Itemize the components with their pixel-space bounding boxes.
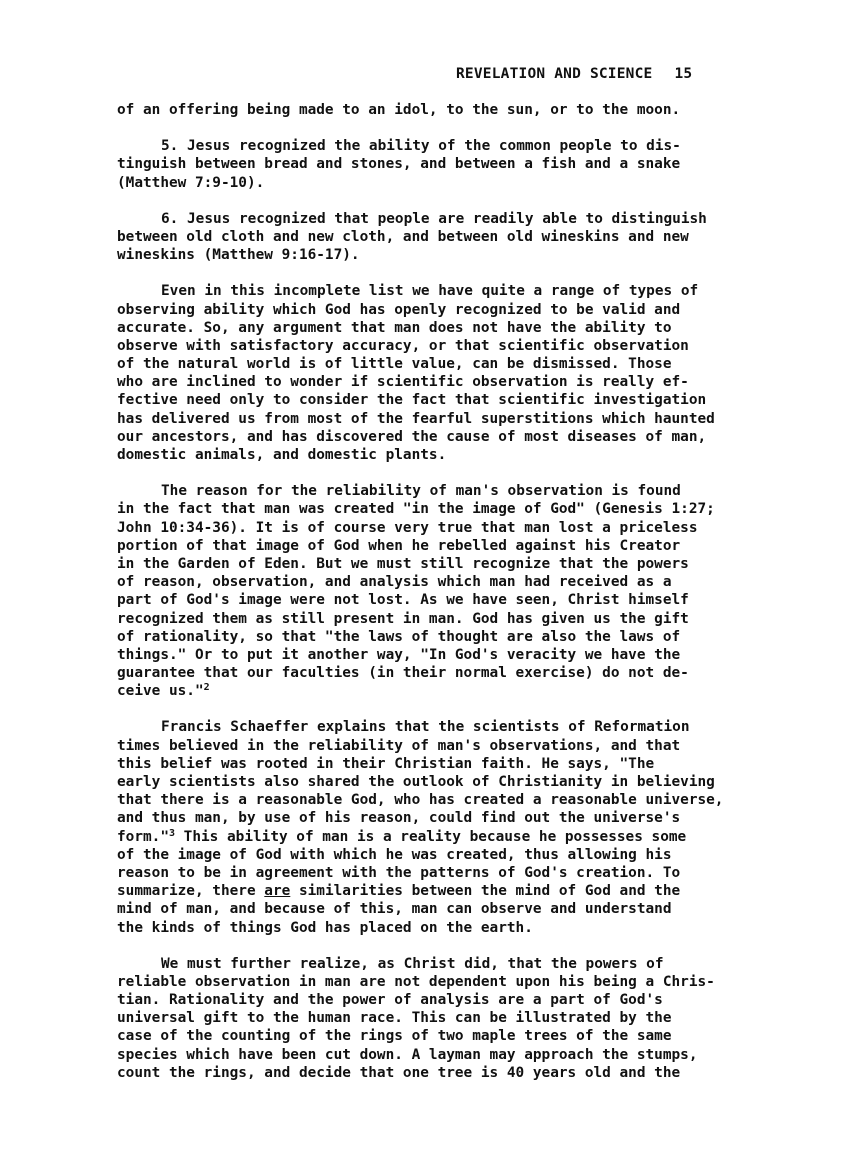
running-header [456,66,692,82]
text-line: 5. Jesus recognized the ability of the common people to dis- [161,138,681,155]
page-number: 15 [674,66,693,82]
text-line: 6. Jesus recognized that people are readily able to distinguish [161,210,707,227]
text-line: tinguish between bread and stones, and between a fish and a snake [117,156,681,173]
text-line: of the image of God with which he was created, thus allowing his [117,846,672,863]
text-line: guarantee that our faculties (in their normal exercise) do not de- [117,665,689,682]
text-line: of an offering being made to an idol, to the sun, or to the moon. [117,102,681,118]
text-fragment: This ability of man is a reality because he possesses some [175,828,687,845]
text-line: portion of that image of God when he rebelled against his Creator [117,537,681,554]
text-line: case of the counting of the rings of two maple trees of the same [117,1028,672,1045]
text-line: count the rings, and decide that one tree is 40 years old and the [117,1064,681,1081]
text-line: fective need only to consider the fact that scientific investigation [117,392,707,409]
paragraph-schaeffer [117,718,757,936]
paragraph-continuation [117,101,757,119]
text-line: observing ability which God has openly recognized to be valid and [117,301,681,318]
underlined-word: are [264,883,291,900]
text-line: the kinds of things God has placed on the earth. [117,919,533,936]
text-line: recognized them as still present in man. God has given us the gift [117,610,689,627]
text-line [117,682,757,700]
text-fragment: similarities between the mind of God and the [290,883,681,900]
text-line: has delivered us from most of the fearful superstitions which haunted [117,410,715,427]
text-line [117,882,757,900]
text-line: John 10:34-36). It is of course very true that man lost a priceless [117,519,698,536]
text-line: who are inclined to wonder if scientific observation is really ef- [117,374,689,391]
text-line: that there is a reasonable God, who has created a reasonable universe, [117,792,724,809]
text-line: observe with satisfactory accuracy, or that scientific observation [117,337,689,354]
text-line: universal gift to the human race. This can be illustrated by the [117,1010,672,1027]
running-title: REVELATION AND SCIENCE [456,66,653,82]
text-line: (Matthew 7:9-10). [117,174,265,191]
text-line: times believed in the reliability of man's observations, and that [117,737,681,754]
paragraph-item-5 [117,137,757,192]
text-line: tian. Rationality and the power of analysis are a part of God's [117,992,663,1009]
text-fragment: ceive us." [117,683,204,700]
text-line: things." Or to put it another way, "In God's veracity we have the [117,646,681,663]
footnote-marker: 3 [168,827,176,839]
text-line: of rationality, so that "the laws of thought are also the laws of [117,628,681,645]
text-line: Francis Schaeffer explains that the scientists of Reformation [161,719,690,736]
paragraph-reliable-observation [117,955,757,1082]
text-line: wineskins (Matthew 9:16-17). [117,247,360,264]
text-line: Even in this incomplete list we have quite a range of types of [161,283,699,300]
text-line: reliable observation in man are not dependent upon his being a Chris- [117,973,715,990]
paragraph-item-6 [117,210,757,265]
footnote-marker: 2 [203,682,210,694]
text-line: domestic animals, and domestic plants. [117,447,447,463]
body-text [117,101,757,1082]
text-line: mind of man, and because of this, man can observe and understand [117,901,672,918]
text-line: of the natural world is of little value, can be dismissed. Those [117,356,672,373]
text-fragment: form." [117,828,169,845]
text-line: The reason for the reliability of man's observation is found [161,483,681,500]
text-line: of reason, observation, and analysis which man had received as a [117,574,672,591]
text-line [117,828,757,846]
text-line: early scientists also shared the outlook of Christianity in believing [117,774,715,790]
text-line: in the Garden of Eden. But we must still recognize that the powers [117,555,689,572]
text-line: and thus man, by use of his reason, could find out the universe's [117,810,681,827]
text-line: accurate. So, any argument that man does not have the ability to [117,319,672,336]
paragraph-observing-ability [117,282,757,464]
text-line: in the fact that man was created "in the image of God" (Genesis 1:27; [117,501,715,518]
text-line: our ancestors, and has discovered the cause of most diseases of man, [117,428,707,445]
text-line: this belief was rooted in their Christian faith. He says, "The [117,755,655,772]
text-line: species which have been cut down. A layman may approach the stumps, [117,1046,698,1063]
text-line: part of God's image were not lost. As we have seen, Christ himself [117,592,689,609]
text-line: We must further realize, as Christ did, that the powers of [161,955,664,972]
text-fragment: summarize, there [117,883,265,900]
paragraph-image-of-god [117,482,757,700]
text-line: between old cloth and new cloth, and between old wineskins and new [117,228,689,245]
text-line: reason to be in agreement with the patterns of God's creation. To [117,864,681,881]
